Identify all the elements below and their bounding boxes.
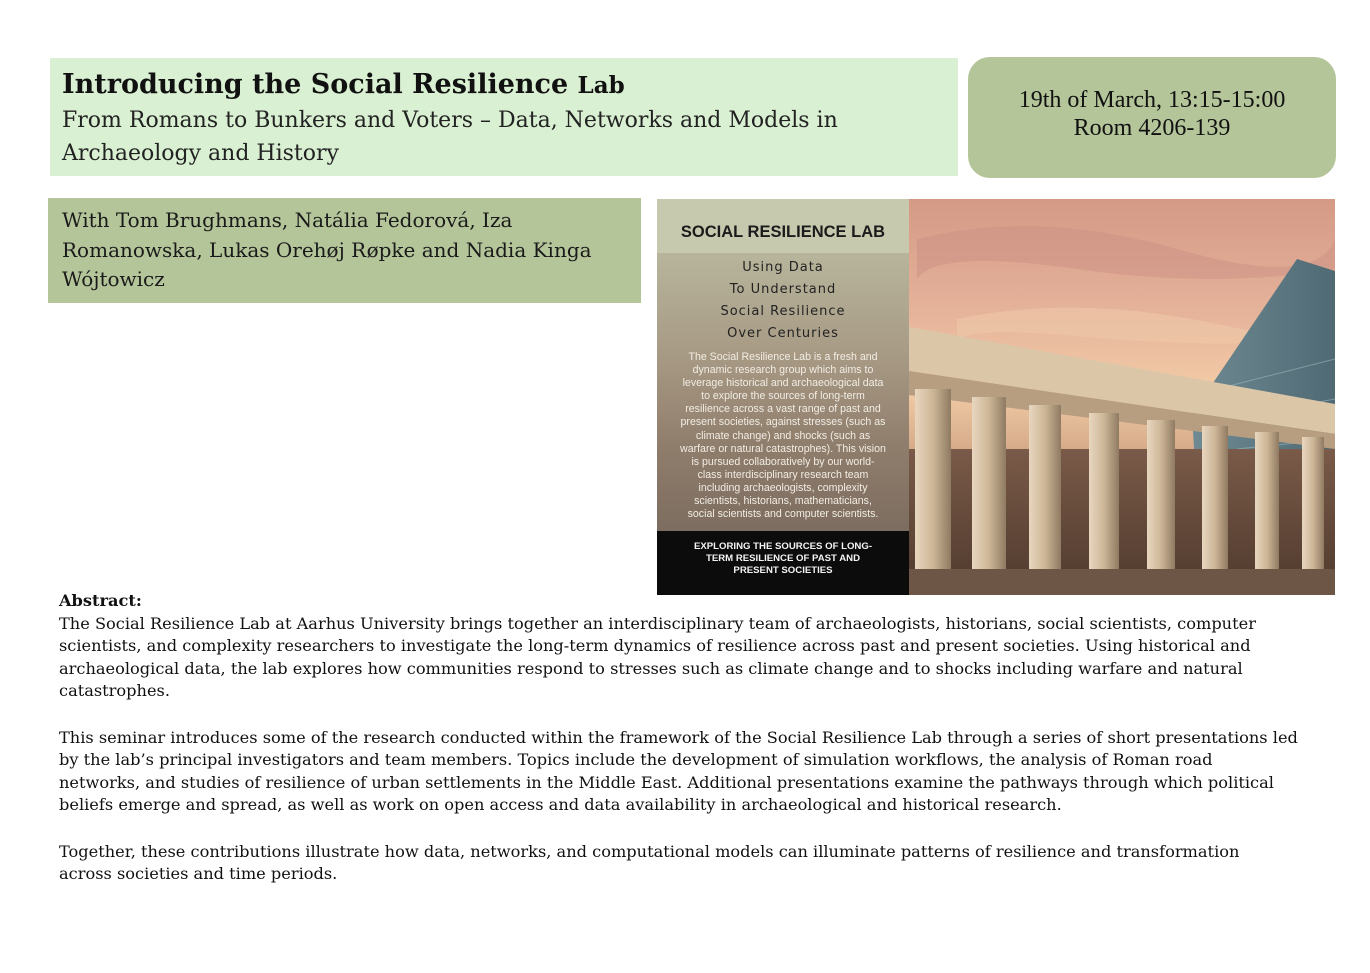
poster-description-line: class interdisciplinary research team — [697, 468, 869, 481]
title-box — [50, 58, 958, 176]
title-lab-text: Lab — [577, 72, 625, 99]
speakers-box — [48, 198, 641, 303]
poster-tagline-line: Using Data — [742, 260, 824, 275]
paragraph-gap — [59, 703, 1321, 727]
poster-description-line: The Social Resilience Lab is a fresh and — [688, 351, 878, 363]
abstract-line: scientists, and complexity researchers to investigate the long-term dynamics of resilience across past and present societies. Using historical and — [59, 636, 1251, 655]
abstract-line: across societies and time periods. — [59, 864, 338, 883]
poster-description-line: to explore the sources of long-term — [701, 390, 865, 403]
abstract-line: archaeological data, the lab explores how communities respond to stresses such as climate change and to shocks including warfare and natural — [59, 658, 1243, 678]
poster-footer-line: EXPLORING THE SOURCES OF LONG- — [693, 541, 873, 552]
poster-tagline-line: Social Resilience — [720, 304, 846, 319]
paragraph-gap — [59, 817, 1321, 841]
abstract-section — [59, 590, 1321, 886]
poster-tagline-line: Over Centuries — [727, 326, 839, 341]
abstract-paragraph-3 — [59, 841, 1321, 886]
abstract-line: Together, these contributions illustrate how data, networks, and computational models can illuminate patterns of resilience and transformation — [59, 841, 1240, 861]
seminar-subtitle-line-2: Archaeology and History — [62, 141, 339, 166]
event-date-time: 19th of March, 13:15-15:00 — [1018, 86, 1286, 113]
poster-description-line: is pursued collaboratively by our world- — [691, 455, 875, 468]
poster-description-line: climate change) and shocks (such as — [695, 429, 871, 442]
abstract-line: The Social Resilience Lab at Aarhus University brings together an interdisciplinary team of archaeologists, historians, social scientists, computer — [59, 613, 1256, 633]
seminar-subtitle-line-1: From Romans to Bunkers and Voters – Data, Networks and Models in — [62, 108, 838, 133]
poster-description-line: dynamic research group which aims to — [692, 364, 874, 377]
poster-description-line: warfare or natural catastrophes). This vision — [680, 442, 886, 455]
abstract-paragraph-1 — [59, 613, 1321, 703]
poster-description-line: leverage historical and archaeological data — [682, 377, 884, 390]
event-info-box — [968, 57, 1336, 178]
lab-poster-image — [657, 199, 1335, 595]
title-main-text: Introducing the Social Resilience — [62, 69, 569, 100]
poster-description-line: present societies, against stresses (such as — [680, 416, 886, 429]
poster-footer-line: PRESENT SOCIETIES — [733, 565, 833, 576]
poster-description-line: resilience across a vast range of past and — [685, 403, 881, 416]
poster-footer — [657, 531, 909, 595]
seminar-title — [62, 67, 946, 104]
abstract-heading: Abstract: — [59, 591, 142, 610]
poster-title: SOCIAL RESILIENCE LAB — [680, 223, 886, 241]
poster-description — [663, 351, 903, 521]
speakers-list: With Tom Brughmans, Natália Fedorová, Iza Romanowska, Lukas Orehøj Røpke and Nadia Kinga Wójtowicz — [62, 208, 592, 291]
abstract-line: catastrophes. — [59, 681, 170, 700]
poster-description-line: scientists, historians, mathematicians, — [694, 495, 872, 508]
abstract-line: This seminar introduces some of the research conducted within the framework of the Social Resilience Lab through a series of short presentations led — [59, 727, 1298, 747]
abstract-line: beliefs emerge and spread, as well as work on open access and data availability in archaeological and historical research. — [59, 795, 1062, 814]
poster-description-line: social scientists and computer scientists. — [687, 508, 879, 521]
abstract-line: by the lab’s principal investigators and team members. Topics include the development of simulation workflows, the analysis of Roman road — [59, 750, 1213, 769]
poster-tagline-line: To Understand — [729, 282, 837, 297]
abstract-paragraph-2 — [59, 727, 1321, 817]
poster-text-panel — [657, 199, 909, 531]
poster-description-line: including archaeologists, complexity — [698, 481, 868, 494]
poster-footer-line: TERM RESILIENCE OF PAST AND — [705, 553, 861, 564]
abstract-line: networks, and studies of resilience of urban settlements in the Middle East. Additional presentations examine the pathways through which political — [59, 772, 1274, 792]
event-room: Room 4206-139 — [1073, 114, 1231, 141]
